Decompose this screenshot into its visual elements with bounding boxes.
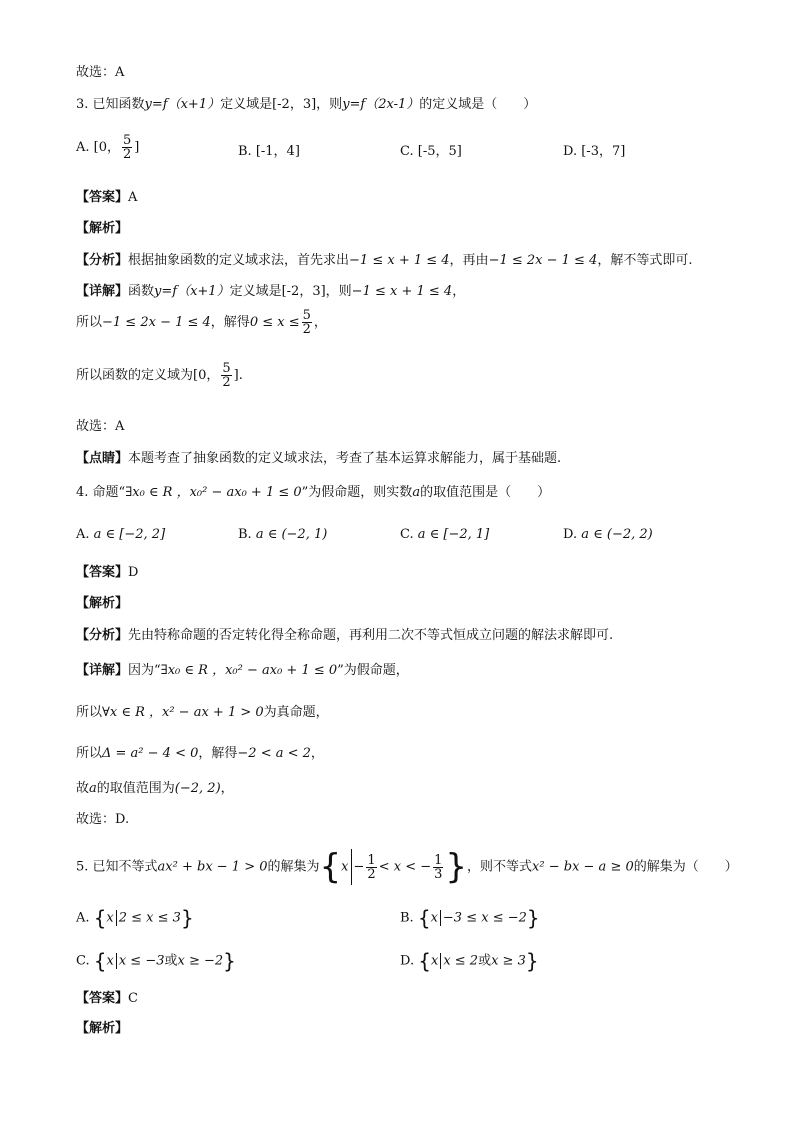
q5-option-b: B. {x −3 ≤ x ≤ −2} (400, 906, 540, 930)
q4-detail-line1: 【详解】因为“∃x₀ ∈ R ，x₀² − ax₀ + 1 ≤ 0”为假命题， (76, 663, 409, 678)
fraction: $\frac{5}{2}$ (123, 133, 132, 162)
q3-option-b: B. [-1，4] (238, 144, 300, 159)
left-brace: { (319, 847, 342, 887)
q4-analysis-tag: 【解析】 (76, 596, 129, 611)
q4-stem: 4. 命题“∃x₀ ∈ R ，x₀² − ax₀ + 1 ≤ 0”为假命题，则实数a的取值范围是（ ） (76, 485, 551, 500)
q3-choose: 故选：A (76, 419, 125, 434)
q3-detail-line3: 所以函数的定义域为[0， $\frac{5}{2}$ ]. (76, 361, 243, 390)
q3-detail-line1: 【详解】函数y=f（x+1）定义域是[-2，3]，则−1 ≤ x + 1 ≤ 4， (76, 284, 466, 299)
q3-comment: 【点睛】本题考查了抽象函数的定义域求法，考查了基本运算求解能力，属于基础题. (76, 451, 562, 466)
q3-option-c: C. [-5，5] (400, 144, 462, 159)
q3-analysis: 【分析】根据抽象函数的定义域求法，首先求出−1 ≤ x + 1 ≤ 4，再由−1 ≤ 2x − 1 ≤ 4，解不等式即可. (76, 253, 693, 268)
q4-option-c: C. a ∈ [−2, 1] (400, 527, 490, 542)
q5-option-c: C. {x x ≤ −3或x ≥ −2} (76, 949, 236, 973)
q4-detail-line3: 所以Δ = a² − 4 < 0，解得−2 < a < 2， (76, 746, 324, 761)
right-brace: } (445, 847, 468, 887)
q3-option-d: D. [-3，7] (563, 144, 626, 159)
set-bar (351, 849, 352, 885)
q5-option-a: A. {x 2 ≤ x ≤ 3} (76, 906, 194, 930)
fraction: $\frac{5}{2}$ (222, 361, 231, 390)
q4-option-a: A. a ∈ [−2, 2] (76, 527, 166, 542)
q3-detail-line2: 所以−1 ≤ 2x − 1 ≤ 4，解得0 ≤ x ≤ $\frac{5}{2}$ ， (76, 308, 327, 337)
q4-detail-line4: 故a的取值范围为(−2, 2)， (76, 781, 234, 796)
fraction: $\frac{5}{2}$ (302, 308, 311, 337)
q3-analysis-tag: 【解析】 (76, 221, 129, 236)
q4-detail-line2: 所以∀x ∈ R ，x² − ax + 1 > 0为真命题， (76, 705, 329, 720)
q5-option-d: D. {x x ≤ 2或x ≥ 3} (400, 949, 539, 973)
q5-answer: 【答案】C (76, 991, 138, 1006)
fraction: $\frac{1}{3}$ (434, 852, 443, 882)
q5-stem: 5. 已知不等式ax² + bx − 1 > 0的解集为{x − $\frac{1}{2}$ < x < − $\frac{1}{3}$ }，则不等式x² − bx − a ≥ 0的解集为（ ） (76, 847, 738, 887)
q4-analysis: 【分析】先由特称命题的否定转化得全称命题，再利用二次不等式恒成立问题的解法求解即可. (76, 628, 614, 643)
q4-option-d: D. a ∈ (−2, 2) (563, 527, 653, 542)
q4-option-b: B. a ∈ (−2, 1) (238, 527, 328, 542)
fraction: $\frac{1}{2}$ (367, 852, 376, 882)
prev-answer-line: 故选：A (76, 65, 125, 80)
q3-option-a: A. [0， $\frac{5}{2}$ ] (76, 133, 140, 162)
q5-analysis-tag: 【解析】 (76, 1021, 129, 1036)
q4-choose: 故选：D. (76, 812, 130, 827)
q3-answer: 【答案】A (76, 190, 138, 205)
q3-stem: 3. 已知函数y=f（x+1）定义域是[-2，3]，则y=f（2x-1）的定义域是（ ） (76, 97, 537, 112)
q4-answer: 【答案】D (76, 565, 139, 580)
